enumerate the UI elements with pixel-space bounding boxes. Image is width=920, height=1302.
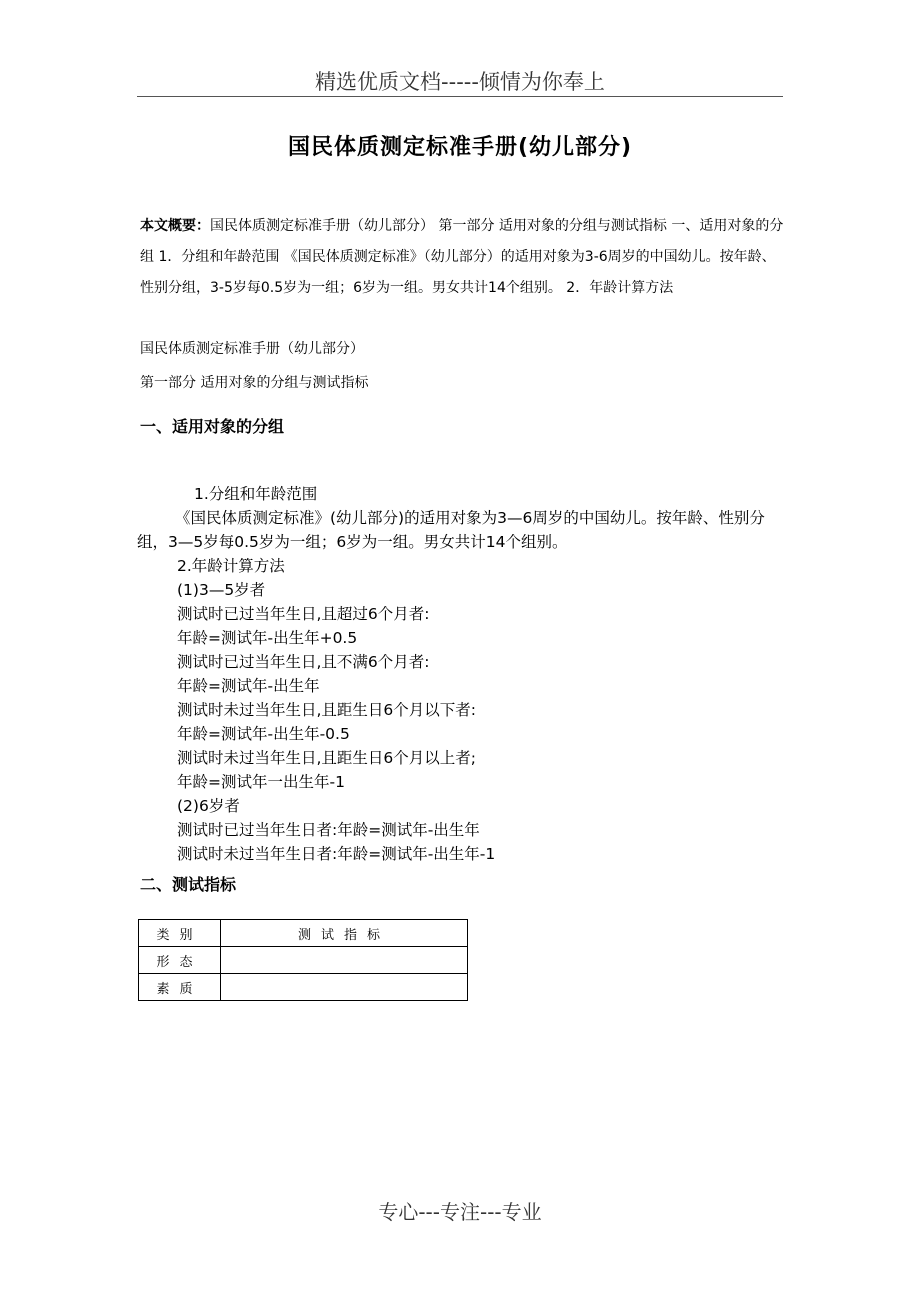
table-header-cell: 测试指标: [221, 920, 468, 947]
sub-3-5: (1)3—5岁者: [177, 581, 266, 599]
table-header-row: [139, 920, 468, 947]
table-row: [139, 974, 468, 1001]
item-grouping: 1.分组和年龄范围: [194, 485, 318, 503]
formula-line: 年龄=测试年-出生年: [177, 677, 320, 695]
rule-line: 测试时已过当年生日,且超过6个月者:: [177, 605, 430, 623]
table-cell: [221, 974, 468, 1001]
page-header: 精选优质文档-----倾情为你奉上: [315, 70, 605, 94]
document-title: 国民体质测定标准手册(幼儿部分): [287, 135, 633, 160]
summary-block: [140, 211, 785, 304]
page-footer: 专心---专注---专业: [378, 1200, 542, 1224]
formula-line: 年龄=测试年-出生年-0.5: [177, 725, 350, 743]
summary-text: 国民体质测定标准手册（幼儿部分） 第一部分 适用对象的分组与测试指标 一、适用对象的分组 1．分组和年龄范围 《国民体质测定标准》（幼儿部分）的适用对象为3-6周岁的中国幼儿。按年龄、性别分组，3-5岁每0.5岁为一组；6岁为一组。男女共计14个组别。 2．年龄计算方法: [140, 218, 784, 296]
rule-line: 测试时未过当年生日,且距生日6个月以下者:: [177, 701, 477, 719]
rule-line: 测试时未过当年生日者:年龄=测试年-出生年-1: [177, 845, 496, 863]
grouping-paragraph: 《国民体质测定标准》(幼儿部分)的适用对象为3—6周岁的中国幼儿。按年龄、性别分组，3—5岁每0.5岁为一组；6岁为一组。男女共计14个组别。: [137, 509, 765, 551]
table-header-cell: 类别: [139, 920, 221, 947]
table-row: [139, 947, 468, 974]
section2-heading: 二、测试指标: [140, 875, 237, 894]
indicators-table: [138, 919, 468, 1001]
section1-heading: 一、适用对象的分组: [140, 417, 285, 436]
formula-line: 年龄=测试年一出生年-1: [177, 773, 345, 791]
rule-line: 测试时未过当年生日,且距生日6个月以上者;: [177, 749, 477, 767]
formula-line: 年龄=测试年-出生年+0.5: [177, 629, 358, 647]
header-divider: [137, 96, 783, 97]
table-cell: 素质: [139, 974, 221, 1001]
section1-body: [137, 482, 787, 866]
rule-line: 测试时已过当年生日,且不满6个月者:: [177, 653, 430, 671]
summary-label: 本文概要：: [140, 218, 210, 234]
table-cell: [221, 947, 468, 974]
rule-line: 测试时已过当年生日者:年龄=测试年-出生年: [177, 821, 480, 839]
part-one-heading: 第一部分 适用对象的分组与测试指标: [140, 375, 369, 391]
doc-title-small: 国民体质测定标准手册（幼儿部分）: [140, 341, 364, 357]
item-age-method: 2.年龄计算方法: [177, 557, 285, 575]
sub-6: (2)6岁者: [177, 797, 240, 815]
table-cell: 形态: [139, 947, 221, 974]
